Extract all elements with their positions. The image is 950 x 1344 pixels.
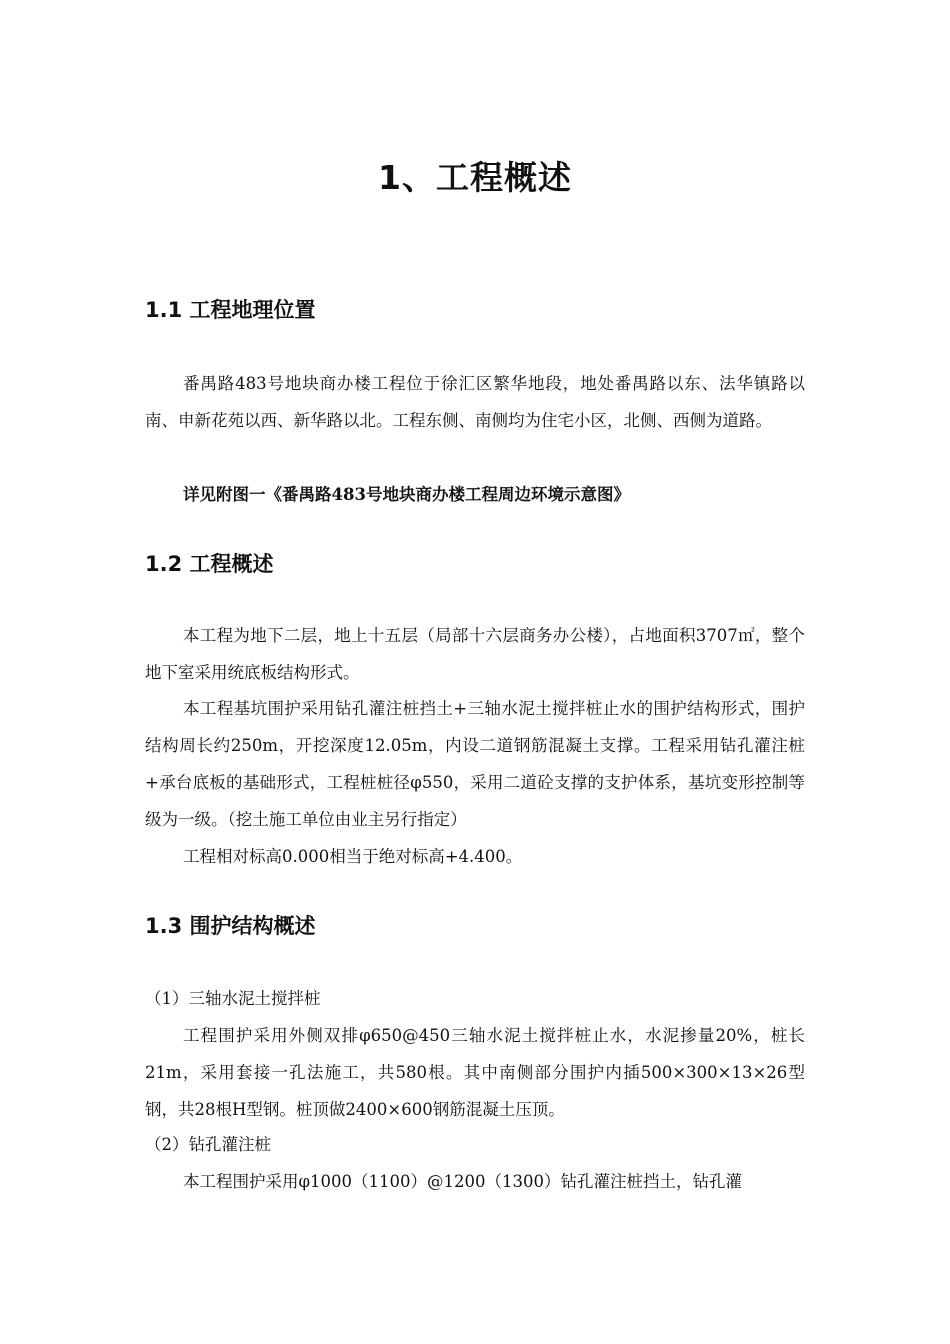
section-heading-1-2: 1.2 工程概述 <box>145 552 274 576</box>
section-1-2-paragraph-3: 工程相对标高0.000相当于绝对标高+4.400。 <box>183 847 523 866</box>
section-1-2-paragraph-1: 本工程为地下二层，地上十五层（局部十六层商务办公楼），占地面积3707㎡，整个地下室采用统底板结构形式。 <box>145 626 805 682</box>
section-1-3-item-1-label: （1）三轴水泥土搅拌桩 <box>145 989 321 1008</box>
page-title: 1、工程概述 <box>378 158 572 197</box>
section-heading-1-3: 1.3 围护结构概述 <box>145 914 316 938</box>
section-1-3-item-2-label: （2）钻孔灌注桩 <box>145 1135 271 1154</box>
section-1-3-item-1-text: 工程围护采用外侧双排φ650@450三轴水泥土搅拌桩止水，水泥掺量20%，桩长21m，采用套接一孔法施工，共580根。其中南侧部分围护内插500×300×13×26型钢，共28根H型钢。桩顶做2400×600钢筋混凝土压顶。 <box>145 1026 805 1119</box>
section-1-3-item-2-text: 本工程围护采用φ1000（1100）@1200（1300）钻孔灌注桩挡土，钻孔灌 <box>183 1172 743 1191</box>
section-heading-1-1: 1.1 工程地理位置 <box>145 298 316 322</box>
section-1-1-note: 详见附图一《番禺路483号地块商办楼工程周边环境示意图》 <box>183 485 630 504</box>
section-1-1-paragraph: 番禺路483号地块商办楼工程位于徐汇区繁华地段，地处番禺路以东、法华镇路以南、申新花苑以西、新华路以北。工程东侧、南侧均为住宅小区，北侧、西侧为道路。 <box>145 374 805 430</box>
section-1-2-paragraph-2: 本工程基坑围护采用钻孔灌注桩挡土+三轴水泥土搅拌桩止水的围护结构形式，围护结构周长约250m，开挖深度12.05m，内设二道钢筋混凝土支撑。工程采用钻孔灌注桩+承台底板的基础形式，工程桩桩径φ550，采用二道砼支撑的支护体系，基坑变形控制等级为一级。（挖土施工单位由业主另行指定） <box>145 699 805 829</box>
